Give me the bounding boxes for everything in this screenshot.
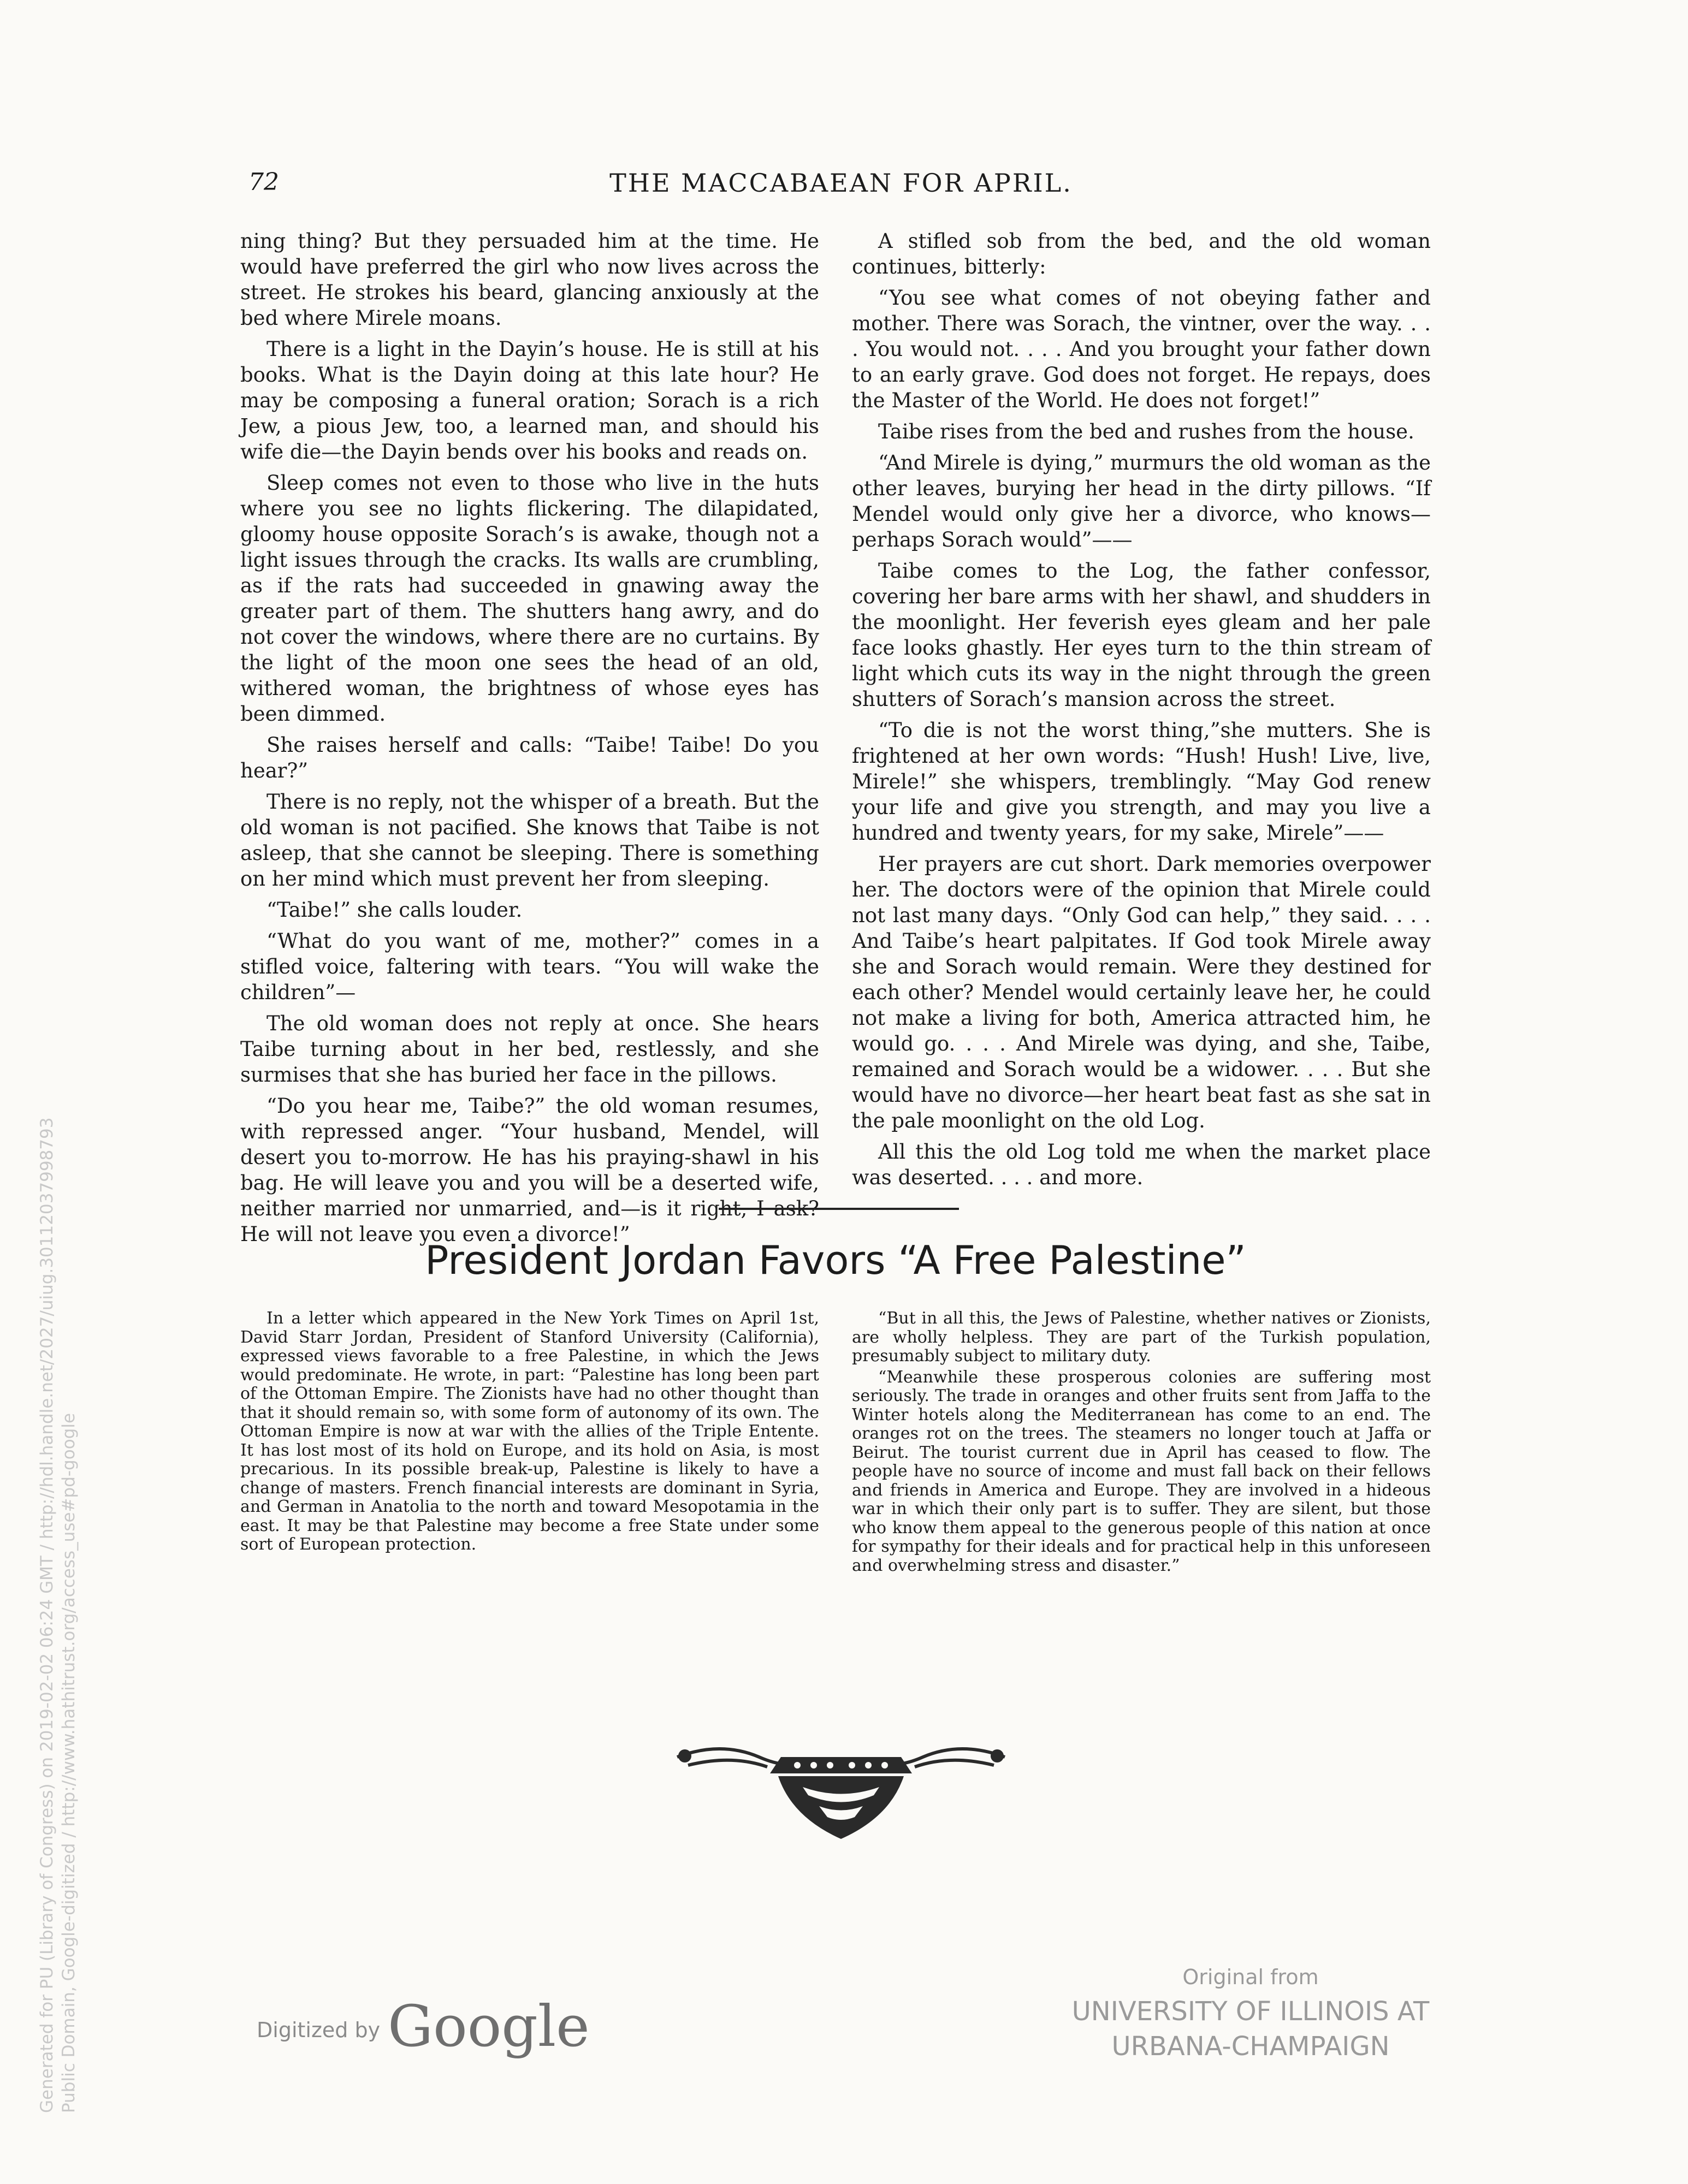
original-from-label: Original from (1182, 1965, 1319, 1989)
paragraph: “Taibe!” she calls louder. (266, 898, 523, 922)
running-head (248, 168, 1434, 212)
paragraph: All this the old Log told me when the market place was deserted. . . . and more. (852, 1140, 1431, 1189)
paragraph: The old woman does not reply at once. She hears Taibe turning about in her bed, restlessly, and she surmises that she has buried her face in the pillows. (240, 1012, 819, 1087)
google-logo: Google (388, 1993, 590, 2060)
paragraph: “You see what comes of not obeying father and mother. There was Sorach, the vintner, over the way. . . . You would not. . . . And you brought your father down to an early grave. God does not forget. He repays, does the Master of the World. He does not forget!” (852, 286, 1431, 412)
section-divider (719, 1208, 959, 1210)
watermark-line: Generated for PU (Library of Congress) on 2019-02-02 06:24 GMT / http://hdl.handle.net/2027/uiug.30112037998793 (37, 1117, 57, 2113)
journal-title: THE MACCABAEAN FOR APRIL. (609, 168, 1073, 198)
institution-line: URBANA-CHAMPAIGN (1111, 2031, 1390, 2062)
original-from (1038, 1960, 1464, 2064)
paragraph: Sleep comes not even to those who live in the huts where you see no lights flickering. The dilapidated, gloomy house opposite Sorach’s is awake, though not a light issues through the cracks. Its walls are crumbling, as if the rats had succeeded in gnawing away the greater part of them. The shutters hang awry, and do not cover the windows, where there are no curtains. By the light of the moon one sees the head of an old, withered woman, the brightness of whose eyes has been dimmed. (240, 471, 819, 726)
crown-ornament-icon (672, 1735, 1010, 1844)
watermark-line: Public Domain, Google-digitized / http://www.hathitrust.org/access_use#pd-google (59, 1413, 79, 2113)
story-right-column (852, 228, 1431, 1196)
paragraph: “Meanwhile these prosperous colonies are suffering most seriously. The trade in oranges and other fruits sent from Jaffa to the Winter hotels along the Mediterranean has come to an end. The oranges rot on the trees. The steamers no longer touch at Jaffa or Beirut. The tourist current due in April has ceased to flow. The people have no source of income and must fall back on their fellows and friends in America and Europe. They are involved in a hideous war in which their only part is to suffer. They are silent, but those who know them appeal to the generous people of this nation at once for sympathy for their ideals and for practical help in this unforeseen and overwhelming stress and disaster.” (852, 1367, 1431, 1575)
digitized-label: Digitized by (257, 2018, 381, 2042)
article-right-column (852, 1309, 1431, 1577)
paragraph: ning thing? But they persuaded him at the time. He would have preferred the girl who now lives across the street. He strokes his beard, glancing anxiously at the bed where Mirele moans. (240, 229, 819, 330)
paragraph: She raises herself and calls: “Taibe! Taibe! Do you hear?” (240, 733, 819, 782)
paragraph: Taibe rises from the bed and rushes from the house. (878, 420, 1414, 443)
paragraph: “And Mirele is dying,” murmurs the old woman as the other leaves, burying her head in the dirty pillows. “If Mendel would only give her a divorce, who knows—perhaps Sorach would”—— (852, 451, 1431, 551)
paragraph: There is no reply, not the whisper of a breath. But the old woman is not pacified. She knows that Taibe is not asleep, that she cannot be sleeping. There is something on her mind which must prevent her from sleeping. (240, 790, 819, 891)
paragraph: “Do you hear me, Taibe?” the old woman resumes, with repressed anger. “Your husband, Mendel, will desert you to-morrow. He has his praying-shawl in his bag. He will leave you and you will be a deserted wife, neither married nor unmarried, and—is it right, I ask? He will not leave you even a divorce!” (240, 1094, 819, 1246)
page-number: 72 (248, 168, 279, 196)
hathitrust-watermark (0, 764, 80, 2184)
institution-line: UNIVERSITY OF ILLINOIS AT (1071, 1996, 1430, 2027)
article-left-column (240, 1309, 819, 1557)
paragraph: In a letter which appeared in the New York Times on April 1st, David Starr Jordan, President of Stanford University (California), expressed views favorable to a free Palestine, in which the Jews would predominate. He wrote, in part: “Palestine has long been part of the Ottoman Empire. The Zionists have had no other thought than that it should remain so, with some form of autonomy of its own. The Ottoman Empire is now at war with the allies of the Triple Entente. It has lost most of its hold on Europe, and its hold on Asia, is most precarious. In its possible break-up, Palestine is likely to have a change of masters. French financial interests are dominant in Syria, and German in Anatolia to the north and toward Mesopotamia in the east. It may be that Palestine may become a free State under some sort of European protection. (240, 1309, 819, 1554)
story-left-column (240, 228, 819, 1253)
paragraph: “What do you want of me, mother?” comes in a stifled voice, faltering with tears. “You will wake the children”— (240, 929, 819, 1004)
paragraph: “To die is not the worst thing,”she mutters. She is frightened at her own words: “Hush! Hush! Live, live, Mirele!” she whispers, tremblingly. “May God renew your life and give you strength, and may you live a hundred and twenty years, for my sake, Mirele”—— (852, 719, 1431, 845)
paragraph: There is a light in the Dayin’s house. He is still at his books. What is the Dayin doing at this late hour? He may be composing a funeral oration; Sorach is a rich Jew, a pious Jew, too, a learned man, and should his wife die—the Dayin bends over his books and reads on. (240, 337, 819, 464)
paragraph: Her prayers are cut short. Dark memories overpower her. The doctors were of the opinion that Mirele could not last many days. “Only God can help,” they said. . . . And Taibe’s heart palpitates. If God took Mirele away she and Sorach would remain. Were they destined for each other? Mendel would certainly leave her, he could not make a living for both, America attracted him, he would go. . . . And Mirele was dying, and she, Taibe, remained and Sorach would be a widower. . . . But she would have no divorce—her heart beat fast as she sat in the pale moonlight on the old Log. (852, 852, 1431, 1132)
paragraph: “But in all this, the Jews of Palestine, whether natives or Zionists, are wholly helpless. They are part of the Turkish population, presumably subject to military duty. (852, 1309, 1431, 1366)
article-headline: President Jordan Favors “A Free Palestine” (425, 1237, 1246, 1283)
paragraph: Taibe comes to the Log, the father confessor, covering her bare arms with her shawl, and shudders in the moonlight. Her feverish eyes gleam and her pale face looks ghastly. Her eyes turn to the thin stream of light which cuts its way in the night through the green shutters of Sorach’s mansion across the street. (852, 559, 1431, 711)
paragraph: A stifled sob from the bed, and the old woman continues, bitterly: (852, 229, 1431, 278)
